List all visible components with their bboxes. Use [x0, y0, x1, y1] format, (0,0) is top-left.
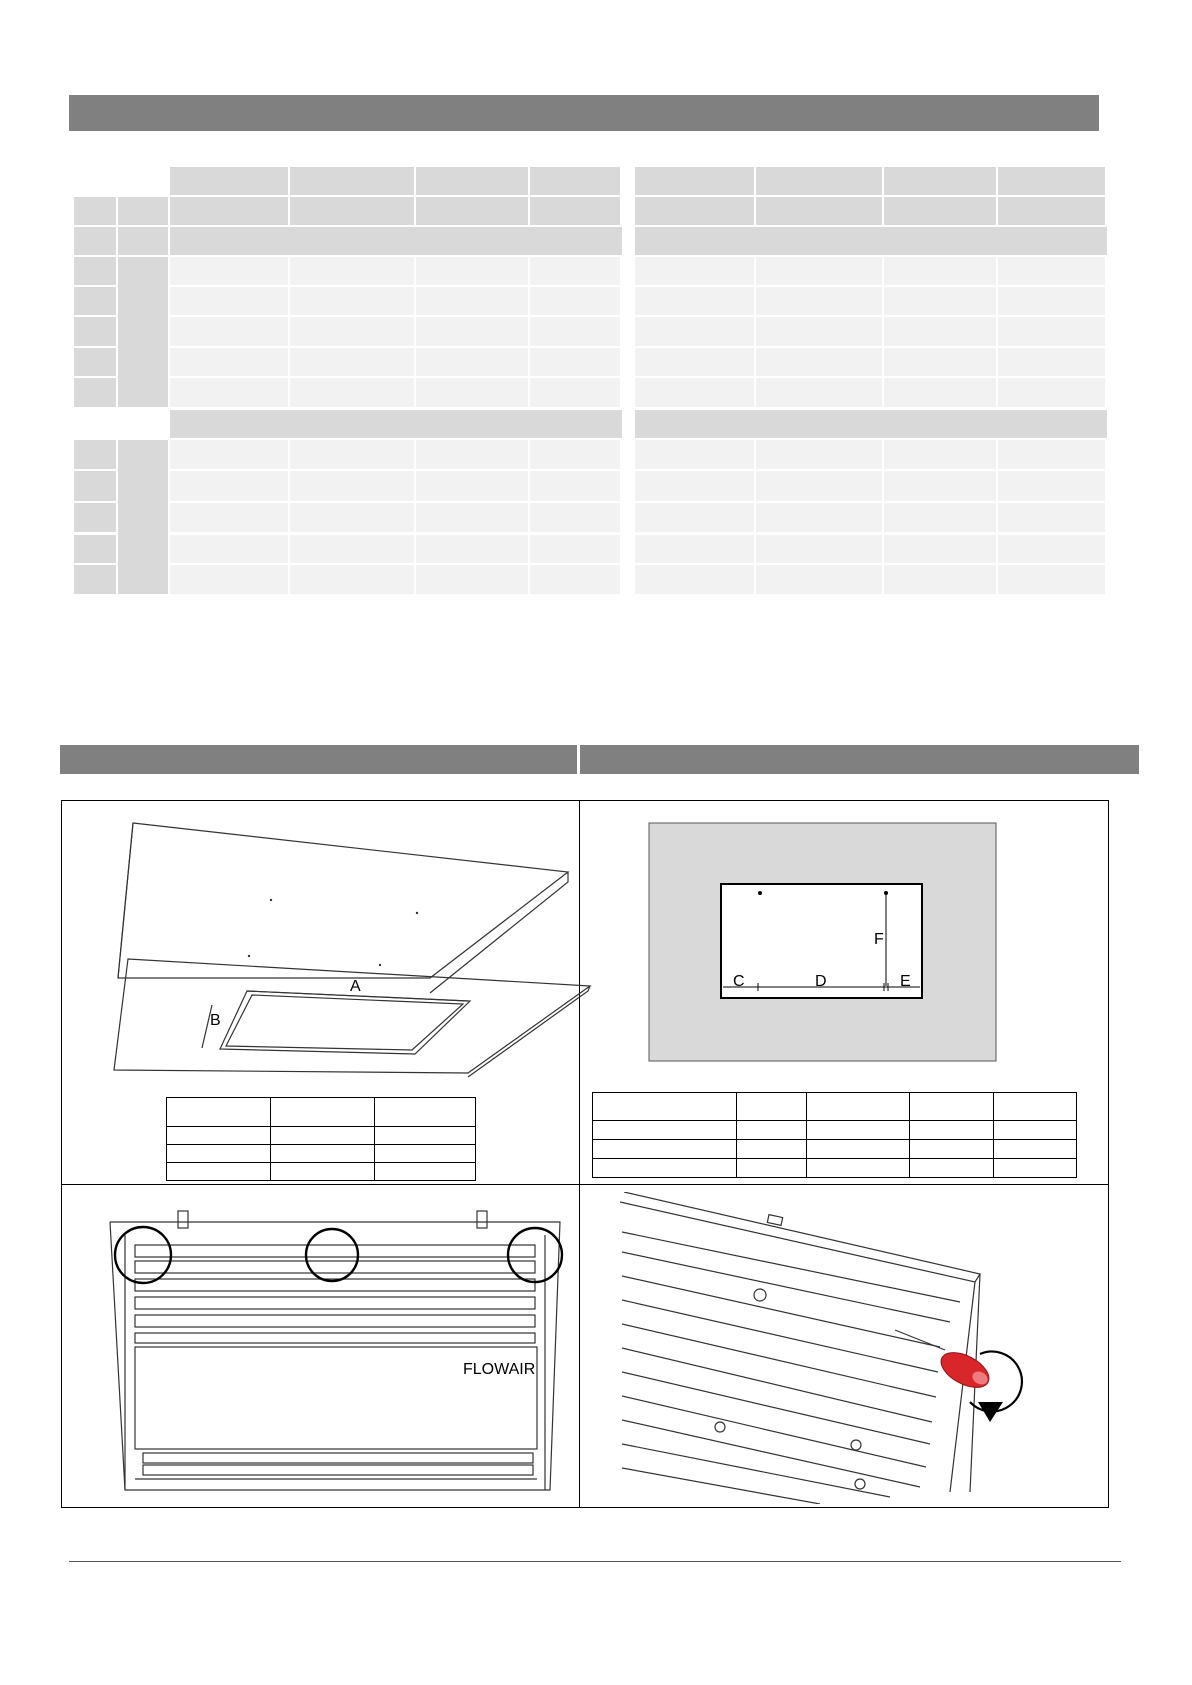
table-cell — [998, 535, 1105, 563]
table-cell — [998, 471, 1105, 501]
table-cell — [998, 565, 1105, 594]
table-section-header — [170, 410, 622, 438]
table-cell — [416, 348, 528, 376]
section-heading-bar-left — [60, 745, 577, 774]
table-header-cell — [635, 197, 754, 225]
table-cell — [530, 503, 620, 532]
table-cell — [170, 287, 288, 315]
table-cell — [416, 257, 528, 285]
table-row-label — [74, 348, 116, 376]
table-cell — [635, 378, 754, 407]
dimension-f-label: F — [874, 931, 884, 948]
dimension-d-label: D — [815, 973, 827, 990]
table-header-cell — [635, 167, 754, 195]
table-cell — [884, 440, 996, 469]
table-cell — [290, 471, 414, 501]
dimension-c-label: C — [733, 973, 745, 990]
table-row-label — [118, 227, 168, 255]
table-cell — [635, 535, 754, 563]
table-cell — [416, 378, 528, 407]
table-cell — [635, 471, 754, 501]
table-group-label — [118, 257, 168, 407]
table-cell — [290, 287, 414, 315]
table-cell — [884, 317, 996, 346]
table-cell — [530, 287, 620, 315]
table-cell — [884, 257, 996, 285]
table-cell — [884, 503, 996, 532]
table-cell — [416, 287, 528, 315]
table-cell — [756, 471, 882, 501]
table-cell — [416, 317, 528, 346]
table-cell — [170, 503, 288, 532]
table-header-cell — [170, 197, 288, 225]
template-dimension-table — [592, 1092, 1077, 1178]
table-cell — [290, 317, 414, 346]
table-row-label — [118, 197, 168, 225]
table-row-label — [74, 503, 116, 532]
table-row-label — [74, 227, 116, 255]
unit-front-view-figure — [105, 1195, 570, 1500]
table-cell — [635, 287, 754, 315]
table-cell — [884, 348, 996, 376]
table-row-label — [74, 535, 116, 563]
table-header-cell — [530, 197, 620, 225]
table-cell — [416, 565, 528, 594]
screwdriver-detail-figure — [620, 1192, 1100, 1504]
table-cell — [416, 503, 528, 532]
table-cell — [635, 503, 754, 532]
table-cell — [756, 378, 882, 407]
table-cell — [170, 348, 288, 376]
table-cell — [170, 471, 288, 501]
table-row-label — [74, 257, 116, 285]
table-cell — [530, 378, 620, 407]
table-cell — [170, 565, 288, 594]
table-group-label — [118, 440, 168, 594]
table-cell — [998, 287, 1105, 315]
dimension-e-label: E — [900, 973, 911, 990]
table-cell — [530, 348, 620, 376]
table-row-label — [74, 197, 116, 225]
table-row-label — [74, 378, 116, 407]
table-header-cell — [998, 197, 1105, 225]
table-cell — [290, 440, 414, 469]
table-row-label — [74, 440, 116, 469]
table-cell — [635, 440, 754, 469]
dimension-a-label: A — [350, 978, 361, 995]
table-cell — [756, 287, 882, 315]
table-cell — [884, 565, 996, 594]
table-cell — [170, 440, 288, 469]
table-row-label — [74, 565, 116, 594]
figure-grid-horizontal-divider — [61, 1184, 1109, 1185]
table-cell — [290, 503, 414, 532]
footer-rule — [69, 1561, 1121, 1562]
table-cell — [756, 565, 882, 594]
table-cell — [170, 535, 288, 563]
table-cell — [290, 257, 414, 285]
table-cell — [998, 348, 1105, 376]
table-cell — [756, 257, 882, 285]
table-cell — [290, 535, 414, 563]
table-cell — [530, 440, 620, 469]
table-cell — [530, 317, 620, 346]
table-cell — [756, 348, 882, 376]
table-header-cell — [290, 167, 414, 195]
table-header-cell — [170, 167, 288, 195]
table-cell — [530, 565, 620, 594]
table-header-cell — [884, 167, 996, 195]
table-cell — [756, 440, 882, 469]
table-cell — [416, 471, 528, 501]
table-cell — [756, 535, 882, 563]
table-header-cell — [756, 167, 882, 195]
dimension-b-label: B — [210, 1012, 221, 1029]
table-header-cell — [416, 197, 528, 225]
table-cell — [635, 317, 754, 346]
table-cell — [998, 317, 1105, 346]
table-cell — [635, 565, 754, 594]
table-cell — [635, 257, 754, 285]
table-cell — [170, 378, 288, 407]
table-cell — [170, 257, 288, 285]
table-section-header — [635, 227, 1107, 255]
brand-logo-text: FLOWAIR — [463, 1361, 536, 1378]
table-cell — [884, 378, 996, 407]
table-row-label — [74, 287, 116, 315]
table-cell — [530, 471, 620, 501]
mounting-template-figure — [648, 822, 998, 1062]
table-cell — [998, 257, 1105, 285]
table-cell — [290, 565, 414, 594]
table-cell — [416, 440, 528, 469]
table-cell — [290, 348, 414, 376]
table-cell — [530, 535, 620, 563]
table-header-cell — [530, 167, 620, 195]
table-cell — [884, 535, 996, 563]
ceiling-cutout-figure — [100, 815, 600, 1080]
table-row-label — [74, 471, 116, 501]
table-cell — [884, 287, 996, 315]
table-cell — [756, 317, 882, 346]
table-header-cell — [884, 197, 996, 225]
table-section-header — [170, 227, 622, 255]
table-cell — [998, 378, 1105, 407]
table-cell — [756, 503, 882, 532]
table-header-cell — [416, 167, 528, 195]
table-cell — [530, 257, 620, 285]
section-heading-bar-right — [580, 745, 1139, 774]
section-heading-bar-top — [69, 95, 1099, 131]
table-cell — [998, 503, 1105, 532]
table-cell — [998, 440, 1105, 469]
table-cell — [170, 317, 288, 346]
table-cell — [635, 348, 754, 376]
table-header-cell — [998, 167, 1105, 195]
table-header-cell — [290, 197, 414, 225]
table-section-header — [635, 410, 1107, 438]
table-cell — [884, 471, 996, 501]
table-cell — [416, 535, 528, 563]
table-cell — [290, 378, 414, 407]
table-row-label — [74, 317, 116, 346]
cutout-dimension-table — [166, 1097, 476, 1181]
table-header-cell — [756, 197, 882, 225]
